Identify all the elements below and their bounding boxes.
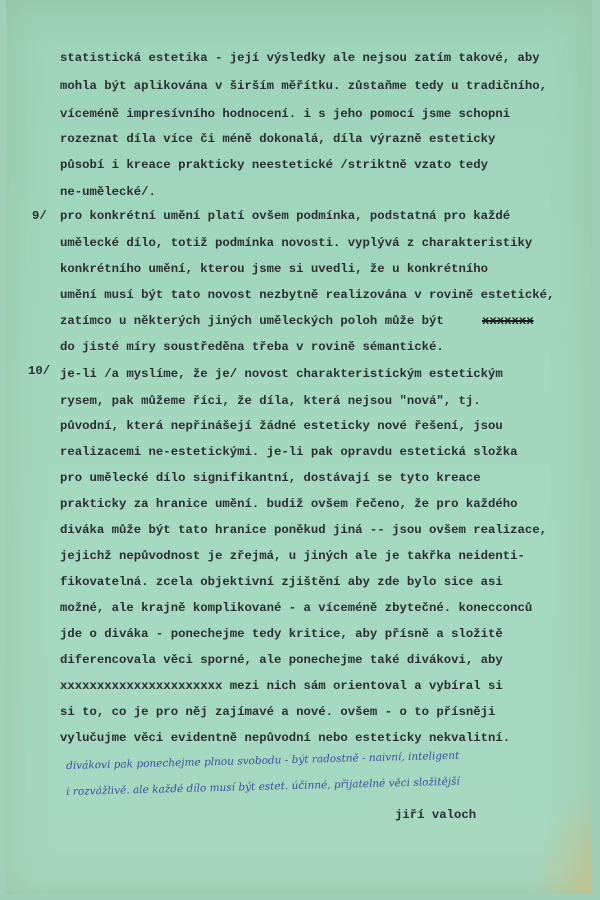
typed-line: diferencovala věci sporné, ale ponechejme také divákovi, aby xyxy=(60,653,503,667)
typed-line: možné, ale krajně komplikované - a víceméně zbytečné. konecconců xyxy=(60,601,533,615)
handwritten-note-line: divákovi pak ponechejme plnou svobodu - být radostně - naivní, inteligent xyxy=(66,749,460,772)
typed-line: pro konkrétní umění platí ovšem podmínka, podstatná pro každé xyxy=(60,209,511,223)
typed-line: statistická estetika - její výsledky ale nejsou zatím takové, aby xyxy=(60,51,540,65)
typed-line: pro umělecké dílo signifikantní, dostávají se tyto kreace xyxy=(60,471,481,485)
typed-line: xxxxxxxxxxxxxxxxxxxxxx mezi nich sám orientoval a vybíral si xyxy=(60,679,503,693)
typed-line: si to, co je pro něj zajímavé a nové. ovšem - o to přísněji xyxy=(60,705,496,719)
typed-line: umělecké dílo, totiž podmínka novosti. vyplývá z charakteristiky xyxy=(60,236,533,250)
typed-line: fikovatelná. zcela objektivní zjištění aby zde bylo sice asi xyxy=(60,575,503,589)
typed-line: do jisté míry soustředěna třeba v rovině sémantické. xyxy=(60,340,444,354)
struck-out-word: xxxxxxx xyxy=(482,314,534,328)
typed-line: rysem, pak můžeme říci, že díla, která nejsou "nová", tj. xyxy=(60,394,481,408)
item-number-10: 10/ xyxy=(28,364,51,378)
typed-line: působí i kreace prakticky neestetické /striktně vzato tedy xyxy=(60,158,489,172)
typed-line: rozeznat díla více či méně dokonalá, díla výrazně esteticky xyxy=(60,132,496,146)
typed-line: konkrétního umění, kterou jsme si uvedli, že u konkrétního xyxy=(60,262,489,276)
typed-line: původní, která nepřinášejí žádné esteticky nové řešení, jsou xyxy=(60,419,503,433)
item-number-9: 9/ xyxy=(32,209,47,223)
typed-line: je-li /a myslíme, že je/ novost charakteristickým estetickým xyxy=(60,367,503,381)
handwritten-note-line: i rozvážlivě. ale každé dílo musí být estet. účinné, přijatelné věci složitější xyxy=(66,775,460,798)
typed-line: vylučujme věci evidentně nepůvodní nebo esteticky nekvalitní. xyxy=(60,731,511,745)
typed-line: prakticky za hranice umění. budiž ovšem řečeno, že pro každého xyxy=(60,497,518,511)
typed-line: mohla být aplikována v širším měřítku. zůstaňme tedy u tradičního, xyxy=(60,79,548,93)
typed-line: jejichž nepůvodnost je zřejmá, u jiných ale je takřka neidenti- xyxy=(60,549,525,563)
paper-stain xyxy=(532,784,592,894)
typed-line: ne-umělecké/. xyxy=(60,185,156,199)
typed-line: diváka může být tato hranice poněkud jiná -- jsou ovšem realizace, xyxy=(60,523,548,537)
typed-line: umění musí být tato novost nezbytně realizována v rovině estetické, xyxy=(60,288,555,302)
typed-line: jde o diváka - ponechejme tedy kritice, aby přísně a složitě xyxy=(60,627,503,641)
typed-line: zatímco u některých jiných uměleckých poloh může být xyxy=(60,314,444,328)
typed-line: víceméně impresívního hodnocení. i s jeho pomocí jsme schopni xyxy=(60,107,511,121)
author-signature: jiří valoch xyxy=(395,808,477,822)
typed-line: realizacemi ne-estetickými. je-li pak opravdu estetická složka xyxy=(60,445,518,459)
